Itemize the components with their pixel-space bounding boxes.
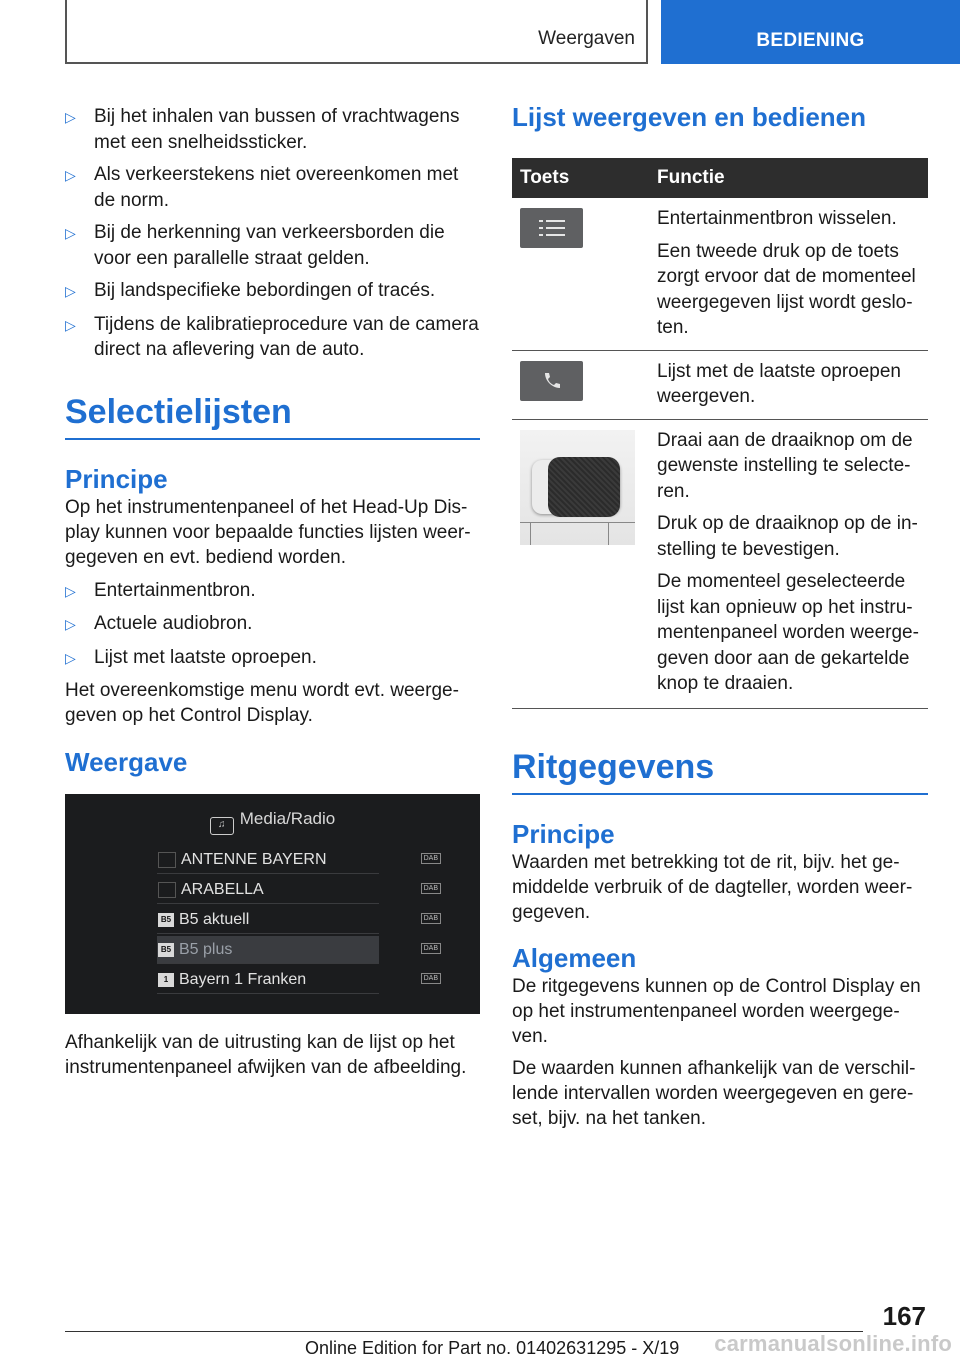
list-item: ▷ Bij landspecifieke bebordingen of tracés. <box>65 278 480 305</box>
instrument-panel-screen-image <box>65 794 480 1014</box>
triangle-bullet-icon: ▷ <box>65 316 76 333</box>
algemeen-paragraph-1: De ritgegevens kunnen op de Control Display en op het instrumentenpaneel worden weergege-ven. <box>512 975 921 1047</box>
station-logo-icon <box>158 882 176 898</box>
triangle-bullet-icon: ▷ <box>65 582 76 599</box>
triangle-bullet-icon: ▷ <box>65 109 76 125</box>
subheading-algemeen: Algemeen <box>512 942 637 973</box>
list-item: ▷ Bij de herkenning van verkeersborden die voor een parallelle straat gelden. <box>65 220 480 271</box>
triangle-bullet-icon: ▷ <box>65 283 76 299</box>
triangle-bullet-icon: ▷ <box>65 225 76 241</box>
table-cell-function: Entertainmentbron wisselen. Een tweede druk op de toets zorgt ervoor dat de momenteel weergegeven lijst wordt geslo-ten. <box>649 198 928 350</box>
station-logo-icon <box>158 852 176 868</box>
table-row <box>512 198 928 350</box>
table-header-row <box>512 158 928 198</box>
triangle-bullet-icon: ▷ <box>65 616 76 632</box>
table-cell-function: Lijst met de laatste oproepen weergeven. <box>649 350 928 419</box>
table-cell-key <box>512 198 649 350</box>
principe-after-paragraph: Het overeenkomstige menu wordt evt. weerge-geven op het Control Display. <box>65 680 459 726</box>
table-cell-key <box>512 350 649 419</box>
phone-icon <box>520 361 583 401</box>
station-logo-icon: 1 <box>158 973 174 987</box>
table-cell-key <box>512 419 649 708</box>
footer-edition: Online Edition for Part no. 01402631295 - X/19 <box>305 1338 680 1358</box>
station-logo-icon: B5 <box>158 943 174 957</box>
left-column <box>65 104 480 1080</box>
screen-list-row: 1 Bayern 1 Franken DAB <box>157 966 379 994</box>
header-section-title: Weergaven <box>538 28 635 49</box>
list-item: ▷ Lijst met laatste oproepen. <box>65 645 480 672</box>
screen-list-row: ANTENNE BAYERN DAB <box>157 846 379 874</box>
bullet-list-top <box>65 104 480 363</box>
section-heading-ritgegevens: Ritgegevens <box>512 747 928 795</box>
table-row <box>512 419 928 708</box>
list-icon <box>520 208 583 248</box>
image-caption: Afhankelijk van de uitrusting kan de lijst op het instrumentenpaneel afwijken van de afbeelding. <box>65 1032 467 1078</box>
header-chapter-tab: BEDIENING <box>661 0 960 64</box>
triangle-bullet-icon: ▷ <box>65 167 76 183</box>
algemeen-paragraph-2: De waarden kunnen afhankelijk van de verschil-lende intervallen worden weergegeven en gere-set, bijv. na het tanken. <box>512 1057 916 1129</box>
subheading-principe-right: Principe <box>512 818 615 849</box>
watermark: carmanualsonline.info <box>714 1331 952 1356</box>
principe-paragraph: Op het instrumentenpaneel of het Head-Up Dis-play kunnen voor bepaalde functies lijsten weer-gegeven en evt. bediend worden. <box>65 496 471 568</box>
page-number: 167 <box>882 1301 926 1331</box>
knurled-knob-icon <box>520 430 635 545</box>
list-item: ▷ Als verkeerstekens niet overeenkomen met de norm. <box>65 162 480 213</box>
list-item: ▷ Actuele audiobron. <box>65 611 480 638</box>
triangle-bullet-icon: ▷ <box>65 649 76 666</box>
right-column <box>512 100 928 1131</box>
ritgegevens-principe-paragraph: Waarden met betrekking tot de rit, bijv. het ge-middelde verbruik of de dagteller, worden weer-gegeven. <box>512 851 913 923</box>
subheading-principe: Principe <box>65 463 168 494</box>
section-heading-lijst-weergeven: Lijst weergeven en bedienen <box>512 102 866 132</box>
list-item: ▷ Entertainmentbron. <box>65 578 480 605</box>
list-item: ▷ Bij het inhalen van bussen of vrachtwagens met een snelheidssticker. <box>65 104 480 155</box>
subheading-weergave: Weergave <box>65 747 188 777</box>
table-header-toets: Toets <box>512 158 649 198</box>
screen-list-row: ARABELLA DAB <box>157 876 379 904</box>
section-heading-selectielijsten: Selectielijsten <box>65 392 480 440</box>
screen-list-row: B5 B5 aktuell DAB <box>157 906 379 934</box>
table-row <box>512 350 928 419</box>
list-item: ▷ Tijdens de kalibratieprocedure van de camera direct na aflevering van de auto. <box>65 312 480 363</box>
screen-title: ♫ Media/Radio <box>65 809 480 835</box>
station-logo-icon: B5 <box>158 913 174 927</box>
media-icon: ♫ <box>210 817 234 835</box>
table-cell-function: Draai aan de draaiknop om de gewenste instelling te selecte-ren. Druk op de draaiknop op de in-stelling te bevestigen. De momenteel geselecteerde lijst kan opnieuw op het instru-mentenpaneel worden weerge-geven door aan de gekartelde knop te draaien. <box>649 419 928 708</box>
screen-station-list <box>157 846 438 996</box>
controls-table <box>512 158 928 709</box>
bullet-list-principe <box>65 578 480 672</box>
table-header-functie: Functie <box>649 158 928 198</box>
screen-list-row-selected: B5 B5 plus DAB <box>157 936 379 964</box>
